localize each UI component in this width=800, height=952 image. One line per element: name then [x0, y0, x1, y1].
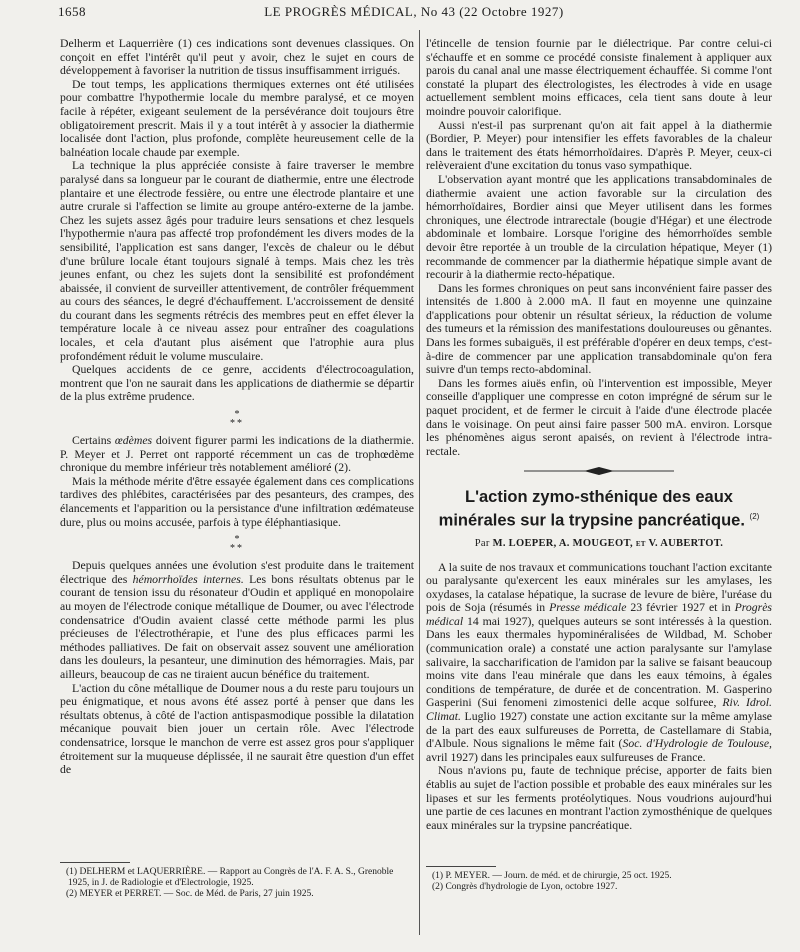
- paragraph: L'action du cône métallique de Doumer nous a du reste paru toujours un peu énigmatique, et nous avons été assez porté à penser que dans les résultats obtenus, à côté de l'action antispasmodique possible la dilatation mécanique pouvait bien jouer un certain rôle. Avec l'électrode condensatrice, lorsque le manchon de verre est assez gros pour s'appliquer étroitement sur la muqueuse déplissée, il ne saurait être question d'un effet de: [60, 681, 414, 777]
- footnotes-right: [426, 866, 772, 893]
- paragraph: Delherm et Laquerrière (1) ces indications sont devenues classiques. On conçoit en effet l'intérêt qu'il peut y avoir, chez le sujet en cours de développement à favoriser la nutrition de tissus insuffisamment irrigués.: [60, 37, 414, 78]
- paragraph: Mais la méthode mérite d'être essayée également dans ces complications tardives des phlébites, caractérisées par des pesanteurs, des crampes, des élancements et l'apparition ou la persistance d'une infiltration œdémateuse dure, plus ou moins accusée, parfois à type éléphantiasique.: [60, 474, 414, 529]
- paragraph: De tout temps, les applications thermiques externes ont été utilisées pour combattre l'hypothermie locale du membre paralysé, et ce moyen facile à répéter, exigeant seulement de la persévérance doit toujours être obligatoirement prescrit. Mais il y a tout intérêt à y associer la diathermie localisée dont l'action, plus profonde, complète heureusement celle de la balnéation locale chaude par exemple.: [60, 77, 414, 159]
- footnote-rule: [426, 866, 496, 867]
- page-header: [58, 4, 770, 22]
- footnote: (2) MEYER et PERRET. — Soc. de Méd. de Paris, 27 juin 1925.: [66, 889, 314, 899]
- asterism-separator: * **: [230, 534, 244, 555]
- paragraph: l'étincelle de tension fournie par le diélectrique. Par contre celui-ci s'échauffe et en somme ce procédé consiste finalement à appliquer aux parois du canal anal une masse électriquement échauffée. Si comme l'ont constaté la plupart des électrologistes, les électrodes à vide en usage actuellement semblent moins efficaces, cela tient sans doute à leur moindre pouvoir calorifique.: [426, 37, 772, 118]
- footnotes-left: [60, 862, 414, 900]
- paragraph: Dans les formes aiuës enfin, où l'intervention est impossible, Meyer conseille d'appliquer une compresse en coton imprégné de sérum sur le paquet procident, et de fermer le circuit à l'aide d'une électrode placée dans le voisinage. On peut ainsi faire passer 500 mA. environ. Lorsque les phénomènes aigus seront apaisés, on revient à l'électrode intra-rectale.: [426, 376, 772, 458]
- paragraph: A la suite de nos travaux et communications touchant l'action excitante ou paralysante qu'exercent les eaux minérales sur les amylases, les oxydases, la catalase hépatique, la sucrase de levure de bière, l'uréase du pois de Soja (résumés in Presse médicale 23 février 1927 et in Progrès médical 14 mai 1927), quelques auteurs se sont intéressés à la question. Dans les eaux thermales hypominéralisées de Wildbad, M. Schober (communication orale) a constaté une action paralysante sur l'amylase salivaire, la saccharification de l'amidon par la salive se faisant beaucoup moins vite dans l'eau minérale que dans les eaux témoins, à égales conditions de température, de durée et de concentration. M. Gasperino Gasperini (Sui fenomeni zimostenici delle acque solfuree, Riv. Idrol. Climat. Luglio 1927) constate une action excitante sur la même amylase de la part des eaux sulfureuses de Porretta, de Castellamare di Stabia, d'Albule. Nous signalions le même fait (Soc. d'Hydrologie de Toulouse, avril 1927) dans les principales eaux sulfureuses de France.: [426, 560, 773, 764]
- title-footnote-ref: (2): [749, 512, 760, 522]
- article-authors: Par M. LOEPER, A. MOUGEOT, et V. AUBERTOT.: [474, 537, 724, 549]
- ornament-separator: [426, 466, 772, 478]
- paragraph: La technique la plus appréciée consiste à faire traverser le membre paralysé dans sa longueur par le courant de diathermie, entre une électrode plantaire et une électrode fessière, ou entre une électrode plantaire et une autre crurale si l'affection se limite au groupe antéro-externe de la jambe. Chez les sujets assez âgés pour traduire leurs sensations et chez lesquels l'hypothermie n'aura pas affecté trop profondément les divers modes de la sensibilité, l'application est sans danger, l'excès de chaleur ou le début d'une brûlure locale étant toujours signalé à temps. Mais chez les très jeunes enfant, ou chez les sujets dont la sensibilité est profondément abaissée, il convient de surveiller attentivement, de contrôler fréquemment au cours des séances, le degré d'échauffement. L'accroissement de densité du courant dans les segments rétrécis des membres peut en effet élever la température locale à ce niveau assez pour entraîner des coagulations locales, et cela d'autant plus aisément que l'atrophie aura plus profondément réduit le volume musculaire.: [60, 159, 414, 363]
- paragraph: Dans les formes chroniques on peut sans inconvénient faire passer des intensités de 1.800 à 2.000 mA. Il faut en moyenne une quinzaine d'applications pour obtenir un résultat sérieux, la réduction de volume des tumeurs et la rémission des manifestations douloureuses ou gênantes. Dans les formes subaiguës, il est préférable d'opérer en deux temps, c'est-à-dire de commencer par une application transabdominale qu'on fera suivre d'un temps recto-abdominal.: [426, 281, 772, 377]
- footnote: (2) Congrès d'hydrologie de Lyon, octobre 1927.: [432, 882, 618, 892]
- footnote: (1) DELHERM et LAQUERRIÈRE. — Rapport au Congrès de l'A. F. A. S., Grenoble 1925, in J. de Radiologie et d'Electrologie, 1925.: [66, 867, 394, 888]
- column-divider: [419, 30, 420, 935]
- article-title: L'action zymo-sthénique des eaux minérales sur la trypsine pancréatique. $^{(2)}$: [438, 488, 760, 530]
- asterism-separator: * **: [230, 409, 244, 430]
- ornament-icon: [524, 466, 674, 476]
- paragraph: Aussi n'est-il pas surprenant qu'on ait fait appel à la diathermie (Bordier, P. Meyer) pour intensifier les effets favorables de la chaleur dans le traitement des états hémorrhoïdaires. D'après P. Meyer, ceux-ci relèveraient d'une excitation du tonus vaso sympathique.: [426, 118, 772, 173]
- footnote-rule: [60, 862, 130, 863]
- right-column: [426, 37, 772, 832]
- paragraph: Nous n'avions pu, faute de technique précise, apporter de faits bien établis au sujet de l'action possible et probable des eaux minérales sur les lipases et sur les ferments protéolytiques. Nous voudrions aujourd'hui une partie de ces lacunes en montrant l'action zymosthénique de quelques eaux minérales sur la trypsine pancréatique.: [426, 764, 773, 832]
- left-column: [60, 37, 414, 777]
- paragraph: Depuis quelques années une évolution s'est produite dans le traitement électrique des hémorrhoïdes internes. Les bons résultats obtenus par le courant de tension issu du résonateur d'Oudin et appliqué en monopolaire au moyen de l'électrode conique métallique de Doumer, ou avec l'électrode condensatrice d'Oudin avaient classé cette méthode parmi les plus précieuses de l'électrothérapie, et l'une des plus efficaces parmi les méthodes palliatives. De fait on observait assez souvent une amélioration dans les douleurs, la pesanteur, une diminution des hémorragies. Mais, par ailleurs, beaucoup de cas ne tiraient aucun bénéfice du traitement.: [60, 559, 415, 681]
- paragraph: Quelques accidents de ce genre, accidents d'électrocoagulation, montrent que l'on ne saurait dans les applications de diathermie se départir de la plus extrême prudence.: [60, 363, 414, 404]
- footnote: (1) P. MEYER. — Journ. de méd. et de chirurgie, 25 oct. 1925.: [432, 871, 672, 881]
- page-number: 1658: [58, 4, 86, 19]
- paragraph: L'observation ayant montré que les applications transabdominales de diathermie avaient une action favorable sur la circulation des hémorrhoïdaires, Bordier ainsi que Meyer utilisent dans les formes chroniques, une électrode intrarectale (bougie d'Hégar) et une électrode abdominale et lombaire. Lorsque l'origine des hémorrhoïdes semble devoir être reportée à un trouble de la circulation hépatique, Meyer (1) recommande de commencer par la diathermie hépatique simple avant de recourir à la diathermie recto-hépatique.: [426, 172, 772, 282]
- running-title: LE PROGRÈS MÉDICAL, No 43 (22 Octobre 1927): [264, 4, 564, 19]
- paragraph: Certains œdèmes doivent figurer parmi les indications de la diathermie. P. Meyer et J. Perret ont rapporté récemment un cas de trophœdème chronique du membre inférieur très notablement amélioré (2).: [60, 434, 415, 475]
